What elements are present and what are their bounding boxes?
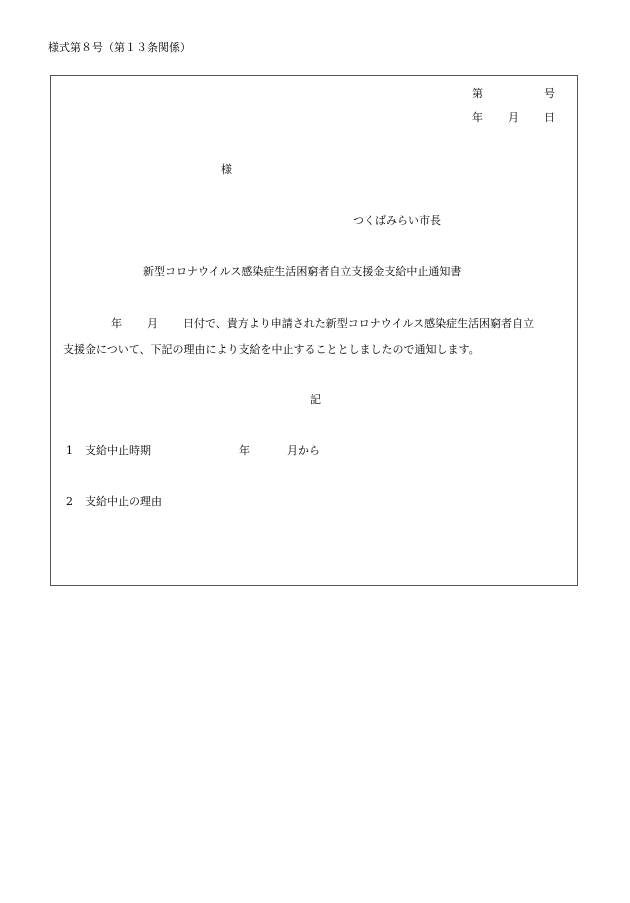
form-number: 様式第８号（第１３条関係） <box>48 41 191 54</box>
body-line-1: 日付で、貴方より申請された新型コロナウイルス感染症生活困窮者自立 <box>183 317 535 330</box>
body-line-2: 支援金について、下記の理由により支給を中止することとしましたので通知します。 <box>63 343 480 356</box>
item-1-number: 1 <box>66 444 73 457</box>
item-1-year: 年 <box>239 444 250 457</box>
document-number-prefix: 第 <box>472 87 483 100</box>
item-2-label: 支給中止の理由 <box>85 495 162 508</box>
item-1-month-from: 月から <box>287 444 320 457</box>
item-2-number: 2 <box>66 495 73 508</box>
body-date-month: 月 <box>147 317 158 330</box>
date-month-label: 月 <box>508 111 519 124</box>
addressee-suffix: 様 <box>221 163 232 176</box>
date-day-label: 日 <box>544 111 555 124</box>
body-date-year: 年 <box>111 317 122 330</box>
document-title: 新型コロナウイルス感染症生活困窮者自立支援金支給中止通知書 <box>143 265 462 278</box>
document-number-suffix: 号 <box>544 87 555 100</box>
item-1-label: 支給中止時期 <box>85 444 151 457</box>
issuer-name: つくばみらい市長 <box>353 214 441 227</box>
date-year-label: 年 <box>472 111 483 124</box>
record-heading: 記 <box>310 393 321 406</box>
